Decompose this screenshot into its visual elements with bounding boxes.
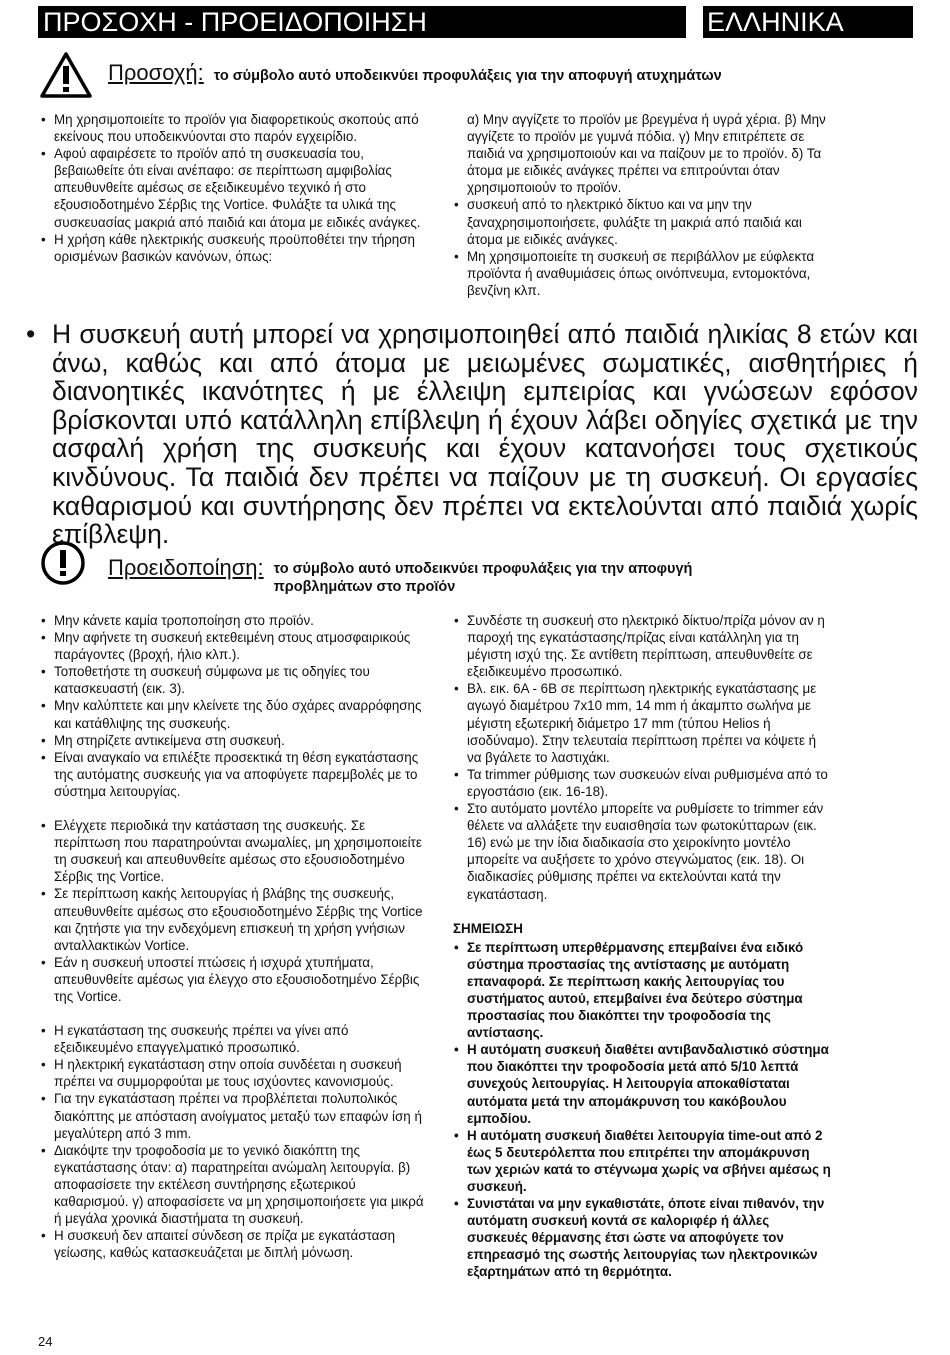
list-item: • Μη στηρίζετε αντικείμενα στη συσκευή. bbox=[40, 732, 430, 749]
list-item: • Διακόψτε την τροφοδοσία με το γενικό διακόπτη της εγκατάστασης όταν: α) παρατηρείται ανώμαλη λειτουργία. β) αποφασίσετε την εκτέλεση συντήρησης εξωτερικού καθαρισμού. γ) αποφασίσετε να μη χρησιμοποιήσετε για μικρά ή μεγάλα χρονικά διαστήματα τη συσκευή. bbox=[40, 1142, 430, 1227]
warning-right-column bbox=[453, 612, 833, 1281]
list-item: • Τα trimmer ρύθμισης των συσκευών είναι ρυθμισμένα από το εργοστάσιο (εικ. 16-18). bbox=[453, 766, 833, 800]
list-item: • Η αυτόματη συσκευή διαθέτει λειτουργία time-out από 2 έως 5 δευτερόλεπτα που επιτρέπει την απομάκρυνση των χεριών κατά το στέγνωμα χωρίς να σβήνει αμέσως η συσκευή. bbox=[453, 1127, 833, 1195]
list-item: • Τοποθετήστε τη συσκευή σύμφωνα με τις οδηγίες του κατασκευαστή (εικ. 3). bbox=[40, 663, 430, 697]
list-item: • Σε περίπτωση υπερθέρμανσης επεμβαίνει ένα ειδικό σύστημα προστασίας της αντίστασης με αυτόματη επαναφορά. Σε περίπτωση κακής λειτουργίας του συστήματος αυτού, επεμβαίνει ένα δεύτερο σύστημα προστασίας που διακόπτει την τροφοδοσία της αντίστασης. bbox=[453, 939, 833, 1042]
language-bar bbox=[703, 6, 913, 38]
list-item: • Είναι αναγκαίο να επιλέξτε προσεκτικά τη θέση εγκατάστασης της αυτόματης συσκευής για να αποφύγετε παρεμβολές με το σύστημα λειτουργίας. bbox=[40, 749, 430, 800]
list-item: • Μην καλύπτετε και μην κλείνετε της δύο σχάρες αναρρόφησης και κατάθλιψης της συσκευής. bbox=[40, 697, 430, 731]
list-item: • συσκευή από το ηλεκτρικό δίκτυο και να μην την ξαναχρησιμοποιήσετε, φυλάξτε τη μακριά από παιδιά και άτομα με ειδικές ανάγκες. bbox=[453, 196, 833, 247]
list-item: • Βλ. εικ. 6A - 6B σε περίπτωση ηλεκτρικής εγκατάστασης με αγωγό διαμέτρου 7x10 mm, 14 mm ή άκαμπτο σωλήνα με μέγιστη εξωτερική διάμετρο 17 mm (τύπου Helios ή ισοδύναμο). Στην τελευταία περίπτωση πρέπει να κόψετε ή να βγάλετε το λαστιχάκι. bbox=[453, 680, 833, 765]
list-item: • Εάν η συσκευή υποστεί πτώσεις ή ισχυρά χτυπήματα, απευθυνθείτε αμέσως για έλεγχο στο εξουσιοδοτημένο Σέρβις της Vortice. bbox=[40, 954, 430, 1005]
warning-title: Προειδοποίηση: bbox=[108, 555, 264, 580]
caution-title: Προσοχή: bbox=[108, 60, 204, 85]
list-item: • Ελέγχετε περιοδικά την κατάσταση της συσκευής. Σε περίπτωση που παρατηρούνται ανωμαλίες, μη χρησιμοποιείτε τη συσκευή και απευθυνθείτε αμέσως στο εξουσιοδοτημένο Σέρβις της Vortice. bbox=[40, 817, 430, 885]
list-item: • Για την εγκατάσταση πρέπει να προβλέπεται πολυπολικός διακόπτης με απόσταση ανοίγματος μεταξύ των επαφών ίση ή μεγαλύτερη από 3 mm. bbox=[40, 1090, 430, 1141]
list-item: • Η ηλεκτρική εγκατάσταση στην οποία συνδέεται η συσκευή πρέπει να συμμορφούται με τους ισχύοντες κανονισμούς. bbox=[40, 1056, 430, 1090]
warning-heading bbox=[40, 540, 784, 596]
list-item: • Σε περίπτωση κακής λειτουργίας ή βλάβης της συσκευής, απευθυνθείτε αμέσως στο εξουσιοδοτημένο Σέρβις της Vortice και ζητήστε για την ενδεχόμενη επισκευή τη χρήση γνήσιων ανταλλακτικών Vortice. bbox=[40, 885, 430, 953]
warning-description: το σύμβολο αυτό υποδεικνύει προφυλάξεις για την αποφυγή προβλημάτων στο προϊόν bbox=[273, 561, 693, 595]
caution-heading bbox=[40, 52, 722, 98]
section-title: ΠΡΟΣΟΧΗ - ΠΡΟΕΙΔΟΠΟΙΗΣΗ bbox=[43, 7, 427, 37]
list-item: • Αφού αφαιρέσετε το προϊόν από τη συσκευασία του, βεβαιωθείτε ότι είναι ανέπαφο: σε περίπτωση αμφιβολίας απευθυνθείτε αμέσως σε εξειδικευμένο τεχνικό ή στο εξουσιοδοτημένο Σέρβις της Vortice. Φυλάξτε τα υλικά της συσκευασίας μακριά από παιδιά και άτομα με ειδικές ανάγκες. bbox=[40, 145, 430, 230]
list-item: • Συνδέστε τη συσκευή στο ηλεκτρικό δίκτυο/πρίζα μόνον αν η παροχή της εγκατάστασης/πρίζας είναι κατάλληλη για τη μέγιστη ισχύ της. Σε αντίθετη περίπτωση, απευθυνθείτε σε εξειδικευμένο προσωπικό. bbox=[453, 612, 833, 680]
list-item: • Στο αυτόματο μοντέλο μπορείτε να ρυθμίσετε το trimmer εάν θέλετε να αλλάξετε την ευαισθησία των φωτοκύτταρων (εικ. 16) ενώ με την ίδια διαδικασία στο χειροκίνητο μοντέλο μπορείτε να αυξήσετε το χρόνο στεγνώματος (εικ. 18). Οι διαδικασίες ρύθμισης πρέπει να εκτελούνται κατά την εγκατάσταση. bbox=[453, 800, 833, 903]
list-item: • Η εγκατάσταση της συσκευής πρέπει να γίνει από εξειδικευμένο επαγγελματικό προσωπικό. bbox=[40, 1022, 430, 1056]
note-heading: ΣΗΜΕΙΩΣΗ bbox=[453, 920, 523, 936]
list-item: • Μη χρησιμοποιείτε τη συσκευή σε περιβάλλον με εύφλεκτα προϊόντα ή αναθυμιάσεις όπως οινόπνευμα, εντομοκτόνα, βενζίνη κλπ. bbox=[453, 248, 833, 299]
section-title-bar bbox=[38, 6, 686, 38]
list-item: • Η συσκευή δεν απαιτεί σύνδεση σε πρίζα με εγκατάσταση γείωσης, καθώς κατασκευάζεται με διπλή μόνωση. bbox=[40, 1227, 430, 1261]
list-item-continuation: α) Μην αγγίζετε το προϊόν με βρεγμένα ή υγρά χέρια. β) Μην αγγίζετε το προϊόν με γυμνά πόδια. γ) Μην επιτρέπετε σε παιδιά να χρησιμοποιούν και να παίζουν με το προϊόν. δ) Τα άτομα με ειδικές ανάγκες πρέπει να επιτρούνται όταν χρησιμοποιούν το προϊόν. bbox=[467, 112, 826, 196]
list-item: • Η αυτόματη συσκευή διαθέτει αντιβανδαλιστικό σύστημα που διακόπτει την τροφοδοσία μετά από 5/10 λεπτά συνεχούς λειτουργίας. Η λειτουργία αποκαθίσταται αυτόματα μετά την απομάκρυνση του κακόβουλου εμποδίου. bbox=[453, 1041, 833, 1126]
caution-right-column bbox=[453, 111, 833, 299]
list-item: • Μην κάνετε καμία τροποποίηση στο προϊόν. bbox=[40, 612, 430, 629]
bullet-icon: • bbox=[26, 319, 36, 349]
children-notice-text: Η συσκευή αυτή μπορεί να χρησιμοποιηθεί από παιδιά ηλικίας 8 ετών και άνω, καθώς και από άτομα με μειωμένες σωματικές, αισθητήριες ή διανοητικές ικανότητες ή με έλλειψη εμπειρίας και γνώσεων εφόσον βρίσκονται υπό κατάλληλη επίβλεψη ή έχουν λάβει οδηγίες σχετικά με την ασφαλή χρήση της συσκευής και έχουν κατανοήσει τους σχετικούς κινδύνους. Τα παιδιά δεν πρέπει να παίζουν με τη συσκευή. Οι εργασίες καθαρισμού και συντήρησης δεν πρέπει να εκτελούνται από παιδιά χωρίς επίβλεψη. bbox=[52, 319, 918, 550]
exclamation-circle-icon bbox=[40, 540, 86, 586]
caution-description: το σύμβολο αυτό υποδεικνύει προφυλάξεις για την αποφυγή ατυχημάτων bbox=[213, 68, 722, 84]
list-item: • Μην αφήνετε τη συσκευή εκτεθειμένη στους ατμοσφαιρικούς παράγοντες (βροχή, ήλιο κλπ.). bbox=[40, 629, 430, 663]
warning-left-column bbox=[40, 612, 430, 1261]
children-notice bbox=[28, 320, 918, 549]
warning-triangle-icon bbox=[40, 52, 92, 98]
language-label: ΕΛΛΗΝΙΚΑ bbox=[707, 7, 844, 37]
page-number: 24 bbox=[38, 1334, 53, 1349]
list-item: • Μη χρησιμοποιείτε το προϊόν για διαφορετικούς σκοπούς από εκείνους που υποδεικνύονται στο παρόν εγχειρίδιο. bbox=[40, 111, 430, 145]
list-item: • Η χρήση κάθε ηλεκτρικής συσκευής προϋποθέτει την τήρηση ορισμένων βασικών κανόνων, όπως: bbox=[40, 231, 430, 265]
caution-left-column bbox=[40, 111, 430, 265]
list-item: • Συνιστάται να μην εγκαθιστάτε, όποτε είναι πιθανόν, την αυτόματη συσκευή κοντά σε καλοριφέρ ή άλλες συσκευές θέρμανσης έτσι ώστε να αποφύγετε τον επηρεασμό της σωστής λειτουργίας των ηλεκτρονικών εξαρτημάτων από τη θερμότητα. bbox=[453, 1195, 833, 1280]
